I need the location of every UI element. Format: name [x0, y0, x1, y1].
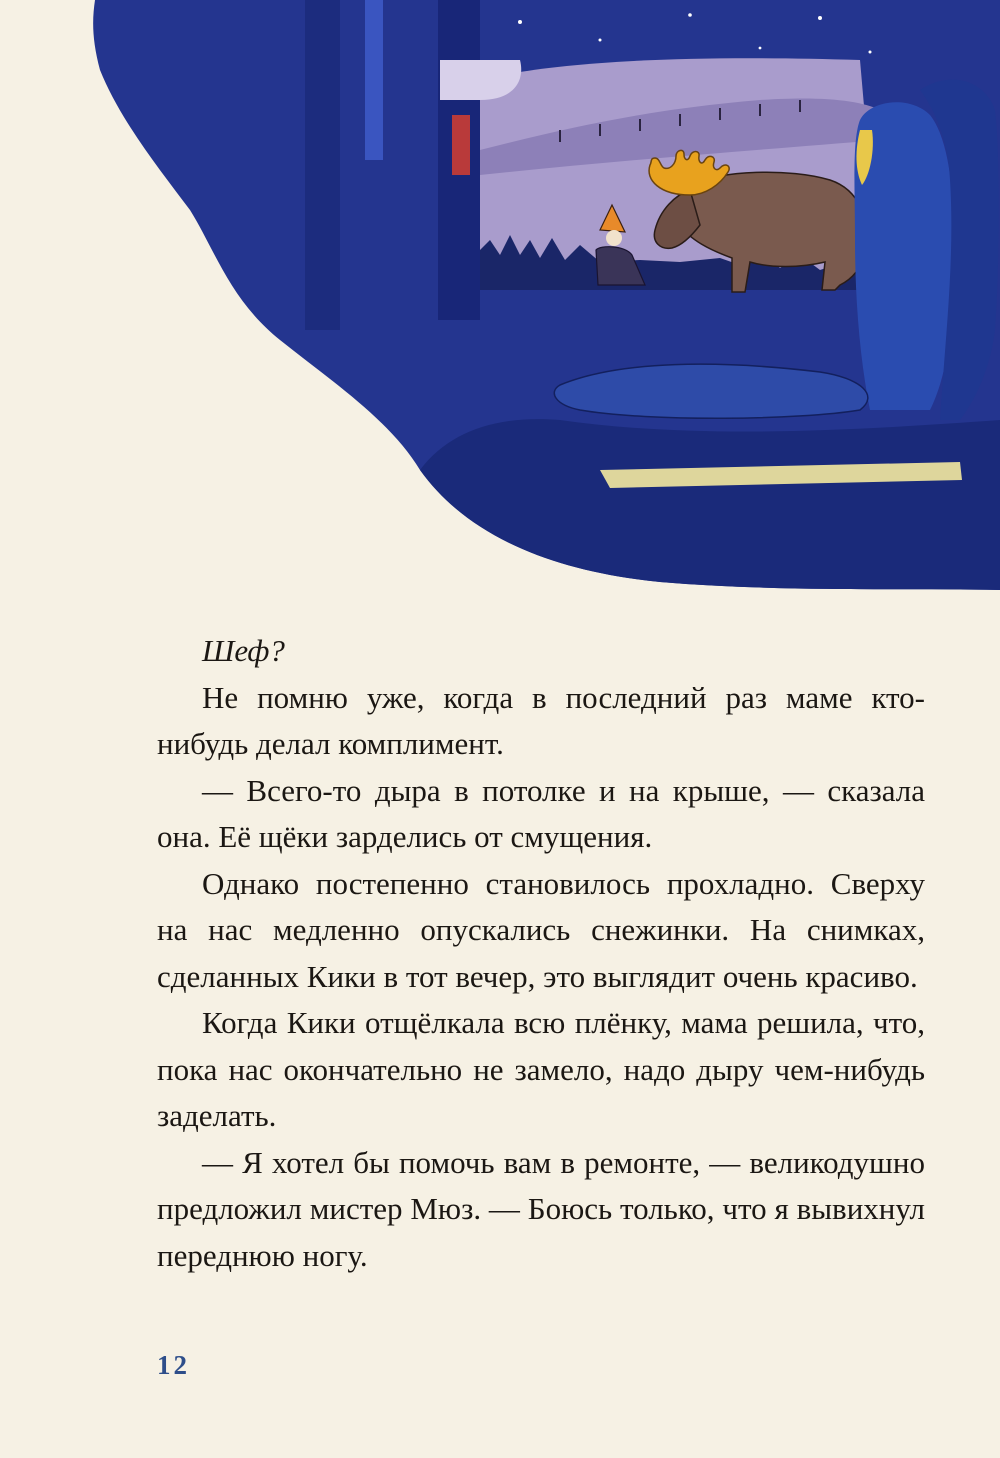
paragraph-2: Не помню уже, когда в последний раз маме кто-нибудь делал комплимент. — [157, 679, 925, 761]
page-number: 12 — [157, 1350, 190, 1380]
night-scene-illustration — [0, 0, 1000, 600]
paragraph-1: Шеф? — [202, 633, 285, 668]
distant-house-red — [452, 115, 470, 175]
floor-shadow — [420, 419, 1000, 590]
floor-blanket — [554, 364, 868, 418]
gnome-face — [606, 230, 622, 246]
paragraph-6: — Я хотел бы помочь вам в ремонте, — великодушно предложил мистер Мюз. — Боюсь только, что я вывихнул переднюю ногу. — [157, 1144, 925, 1273]
page-text — [157, 628, 925, 1279]
paragraph-5: Когда Кики отщёлкала всю плёнку, мама решила, что, пока нас окончательно не замело, надо дыру чем-нибудь заделать. — [157, 1005, 925, 1133]
door-frame-left — [305, 0, 340, 330]
paragraph-3: — Всего-то дыра в потолке и на крыше, — сказала она. Её щёки зарделись от смущения. — [157, 772, 925, 854]
door-frame-left-light — [365, 0, 383, 160]
paragraph-4: Однако постепенно становилось прохладно. Сверху на нас медленно опускались снежинки. На снимках, сделанных Кики в тот вечер, это выглядит очень красиво. — [157, 865, 925, 994]
